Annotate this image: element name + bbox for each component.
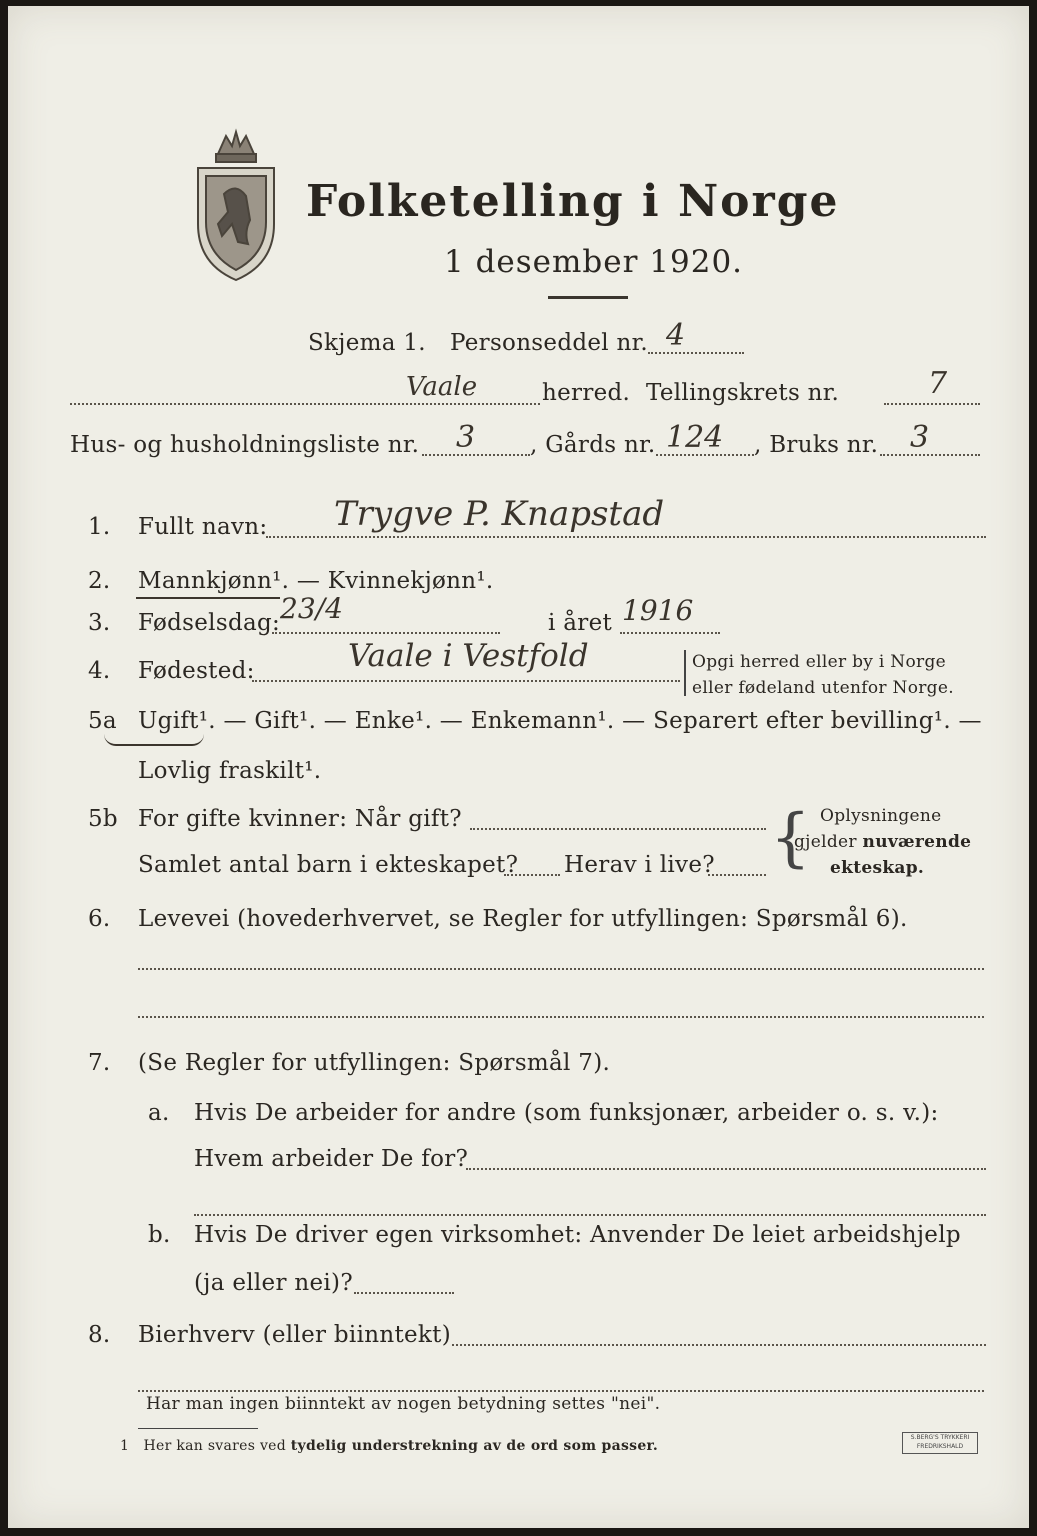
form-title: Folketelling i Norge xyxy=(306,176,840,227)
printer-stamp: S.BERG'S TRYKKERI FREDRIKSHALD xyxy=(902,1432,978,1454)
footnote-divider xyxy=(138,1428,258,1429)
occupation-line-1[interactable] xyxy=(138,968,984,970)
side-income-field[interactable] xyxy=(452,1344,986,1346)
marriage-note-brace: { xyxy=(770,801,811,875)
census-date: 1 desember 1920. xyxy=(444,244,744,280)
q5b-number: 5b xyxy=(88,806,118,832)
q5a-line2: Lovlig fraskilt¹. xyxy=(138,758,322,784)
q7a-line1: Hvis De arbeider for andre (som funksjonær, arbeider o. s. v.): xyxy=(194,1100,939,1126)
birthplace-note-line2: eller fødeland utenfor Norge. xyxy=(692,678,954,698)
hired-help-field[interactable] xyxy=(354,1292,454,1294)
q5a-number: 5a xyxy=(88,708,117,734)
q7b-line1: Hvis De driver egen virksomhet: Anvender De leiet arbeidshjelp xyxy=(194,1222,961,1248)
gards-label: , Gårds nr. xyxy=(530,432,656,458)
household-list-label: Hus- og husholdningsliste nr. xyxy=(70,432,420,458)
marriage-note-line2: gjelder nuværende xyxy=(794,832,972,852)
footer-note: Har man ingen biinntekt av nogen betydning settes "nei". xyxy=(146,1394,661,1414)
bruks-value[interactable]: 3 xyxy=(910,420,930,455)
q3-label: Fødselsdag: xyxy=(138,610,281,636)
q1-label: Fullt navn: xyxy=(138,514,268,540)
mannkjonn-underline xyxy=(136,597,280,599)
tellingskrets-value[interactable]: 7 xyxy=(928,366,948,401)
gards-value[interactable]: 124 xyxy=(666,420,724,455)
full-name-value[interactable]: Trygve P. Knapstad xyxy=(334,494,665,534)
herred-value[interactable]: Vaale xyxy=(406,372,478,402)
herred-label: herred. xyxy=(542,380,631,406)
personseddel-label: Personseddel nr. xyxy=(450,330,649,356)
side-income-line-2[interactable] xyxy=(138,1390,984,1392)
household-list-value[interactable]: 3 xyxy=(456,420,476,455)
ugift-underline xyxy=(104,734,204,746)
q7-label: (Se Regler for utfyllingen: Spørsmål 7). xyxy=(138,1050,611,1076)
q8-number: 8. xyxy=(88,1322,111,1348)
q6-number: 6. xyxy=(88,906,111,932)
q4-label: Fødested: xyxy=(138,658,255,684)
footnote: 1 Her kan svares ved tydelig understrekning av de ord som passer. xyxy=(120,1438,659,1454)
q7b-letter: b. xyxy=(148,1222,171,1248)
title-divider xyxy=(548,296,628,299)
q8-label: Bierhverv (eller biinntekt) xyxy=(138,1322,451,1348)
q7a-line2: Hvem arbeider De for? xyxy=(194,1146,469,1172)
q2-label: Mannkjønn¹. — Kvinnekjønn¹. xyxy=(138,568,494,594)
birthplace-note-brace xyxy=(684,650,690,696)
coat-of-arms-icon xyxy=(188,124,284,284)
personseddel-value[interactable]: 4 xyxy=(666,318,686,353)
census-form xyxy=(8,6,1029,1528)
q7b-line2: (ja eller nei)? xyxy=(194,1270,353,1296)
birth-year-value[interactable]: 1916 xyxy=(622,594,694,627)
q5a-options: Ugift¹. — Gift¹. — Enke¹. — Enkemann¹. — Separert efter bevilling¹. — xyxy=(138,708,982,734)
q6-label: Levevei (hovederhvervet, se Regler for utfyllingen: Spørsmål 6). xyxy=(138,906,908,932)
occupation-line-2[interactable] xyxy=(138,1016,984,1018)
employer-line-2[interactable] xyxy=(194,1214,986,1216)
schema-label: Skjema 1. xyxy=(308,330,426,356)
marriage-note-line3: ekteskap. xyxy=(830,858,925,878)
tellingskrets-label: Tellingskrets nr. xyxy=(646,380,840,406)
marriage-note-line1: Oplysningene xyxy=(820,806,942,826)
q1-number: 1. xyxy=(88,514,111,540)
q4-number: 4. xyxy=(88,658,111,684)
q5b-line1: For gifte kvinner: Når gift? xyxy=(138,806,462,832)
q7-number: 7. xyxy=(88,1050,111,1076)
employer-field[interactable] xyxy=(466,1168,986,1170)
birthday-value[interactable]: 23/4 xyxy=(280,592,343,625)
birthplace-value[interactable]: Vaale i Vestfold xyxy=(348,638,589,674)
q5b-children-label: Samlet antal barn i ekteskapet? xyxy=(138,852,519,878)
q2-number: 2. xyxy=(88,568,111,594)
q7a-letter: a. xyxy=(148,1100,170,1126)
year-label: i året xyxy=(548,610,613,636)
bruks-label: , Bruks nr. xyxy=(754,432,879,458)
q3-number: 3. xyxy=(88,610,111,636)
q5b-alive-label: Herav i live? xyxy=(564,852,715,878)
birthplace-note-line1: Opgi herred eller by i Norge xyxy=(692,652,946,672)
